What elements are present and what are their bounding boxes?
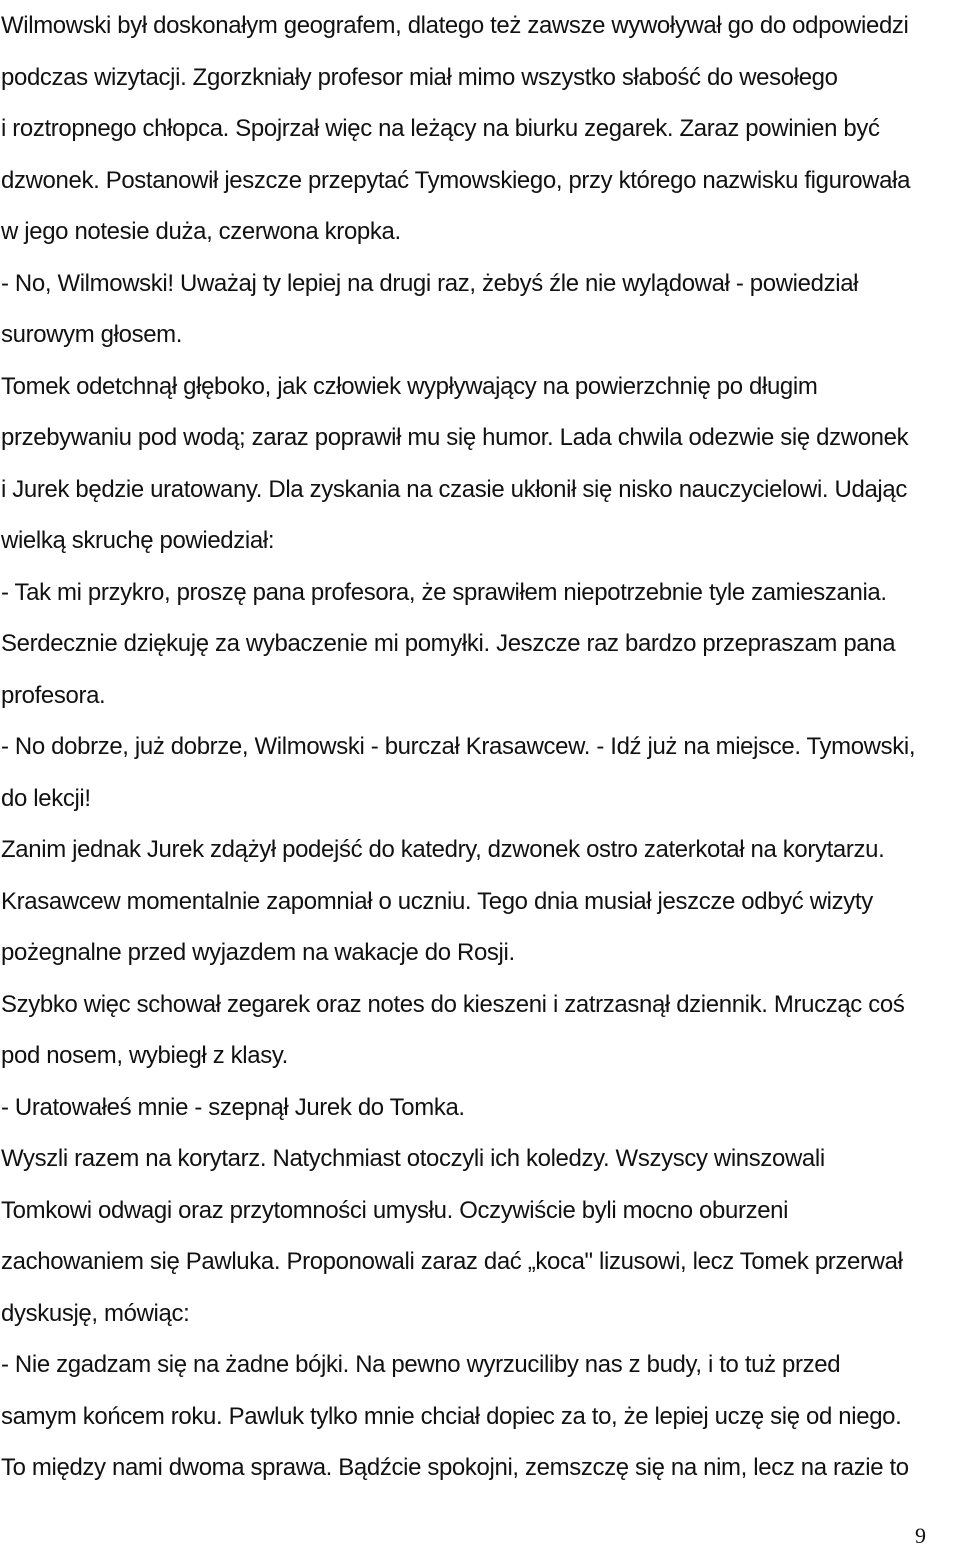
text-line: - No dobrze, już dobrze, Wilmowski - burczał Krasawcew. - Idź już na miejsce. Tymowski, [1,733,916,760]
text-line: i Jurek będzie uratowany. Dla zyskania na czasie ukłonił się nisko nauczycielowi. Udając [1,475,907,503]
text-line: pożegnalne przed wyjazdem na wakacje do Rosji. [1,939,515,966]
text-line: dzwonek. Postanowił jeszcze przepytać Tymowskiego, przy którego nazwisku figurowała [1,166,911,194]
text-line: przebywaniu pod wodą; zaraz poprawił mu się humor. Lada chwila odezwie się dzwonek [1,424,909,451]
text-line: wielką skruchę powiedział: [1,527,275,554]
text-line: surowym głosem. [1,321,183,348]
body-text [1,0,959,1494]
page-number: 9 [915,1523,926,1548]
text-line: w jego notesie duża, czerwona kropka. [1,218,401,245]
text-line: profesora. [1,681,106,709]
text-line: - No, Wilmowski! Uważaj ty lepiej na drugi raz, żebyś źle nie wylądował - powiedział [1,269,859,297]
text-line: zachowaniem się Pawluka. Proponowali zaraz dać „koca" lizusowi, lecz Tomek przerwał [1,1248,903,1275]
text-line: samym końcem roku. Pawluk tylko mnie chciał dopiec za to, że lepiej uczę się od niego. [1,1402,902,1430]
text-line: i roztropnego chłopca. Spojrzał więc na leżący na biurku zegarek. Zaraz powinien być [1,115,880,142]
text-line: Serdecznie dziękuję za wybaczenie mi pomyłki. Jeszcze raz bardzo przepraszam pana [1,630,896,657]
text-line: - Tak mi przykro, proszę pana profesora, że sprawiłem niepotrzebnie tyle zamieszania. [1,578,887,606]
text-line: Krasawcew momentalnie zapomniał o uczniu. Tego dnia musiał jeszcze odbyć wizyty [1,887,873,915]
text-line: dyskusję, mówiąc: [1,1299,190,1327]
text-line: Tomkowi odwagi oraz przytomności umysłu. Oczywiście byli mocno oburzeni [1,1196,789,1224]
text-line: do lekcji! [1,784,91,812]
text-line: Wilmowski był doskonałym geografem, dlatego też zawsze wywoływał go do odpowiedzi [1,12,909,39]
text-line: - Nie zgadzam się na żadne bójki. Na pewno wyrzuciliby nas z budy, i to tuż przed [1,1351,841,1378]
text-line: Zanim jednak Jurek zdążył podejść do katedry, dzwonek ostro zaterkotał na korytarzu. [1,836,885,863]
text-line: Tomek odetchnął głęboko, jak człowiek wypływający na powierzchnię po długim [1,372,818,400]
text-line: Wyszli razem na korytarz. Natychmiast otoczyli ich koledzy. Wszyscy winszowali [1,1145,825,1172]
text-line: - Uratowałeś mnie - szepnął Jurek do Tomka. [1,1093,465,1121]
text-line: Szybko więc schował zegarek oraz notes do kieszeni i zatrzasnął dziennik. Mrucząc coś [1,990,905,1018]
text-line: podczas wizytacji. Zgorzkniały profesor miał mimo wszystko słabość do wesołego [1,63,838,91]
text-line: pod nosem, wybiegł z klasy. [1,1042,288,1069]
text-line: To między nami dwoma sprawa. Bądźcie spokojni, zemszczę się na nim, lecz na razie to [1,1454,909,1481]
